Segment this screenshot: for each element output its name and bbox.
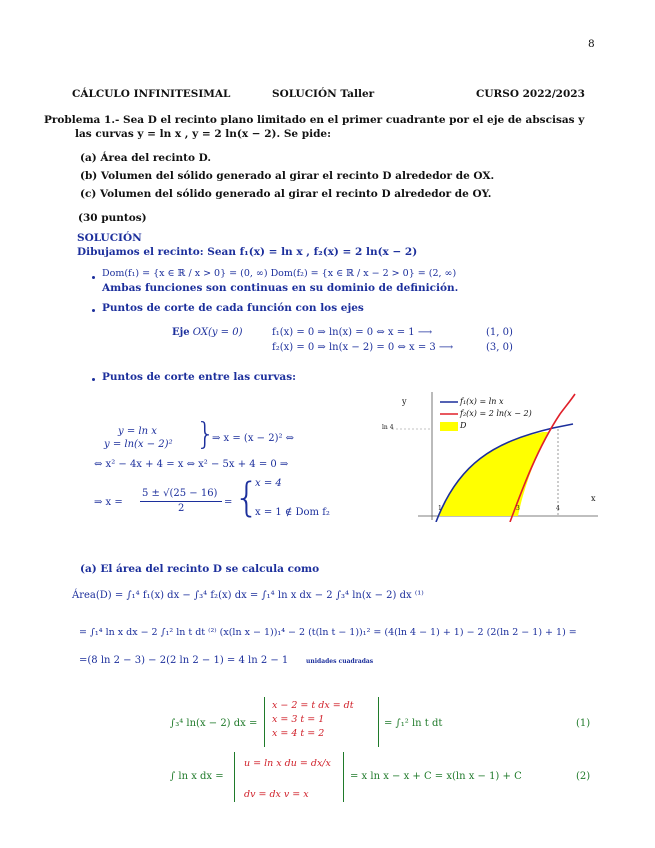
- part-a-title: (a) El área del recinto D se calcula como: [80, 563, 320, 575]
- tick-4: 4: [556, 505, 560, 512]
- solution-intro: Dibujamos el recinto: Sean f₁(x) = ln x , f₂(x) = 2 ln(x − 2): [77, 246, 418, 258]
- area-line-3: =(8 ln 2 − 3) − 2(2 ln 2 − 1) = 4 ln 2 − 1: [79, 655, 289, 666]
- sub1-lhs: ∫₃⁴ ln(x − 2) dx =: [170, 718, 258, 729]
- sub2-row-2: dv = dx v = x: [244, 789, 309, 800]
- system-eq-2: y = ln(x − 2)²: [104, 439, 173, 450]
- fraction-bar: [140, 501, 222, 502]
- cuts-axes-title: Puntos de corte de cada función con los ejes: [102, 302, 364, 314]
- problem-title: Problema 1.-: [44, 114, 120, 126]
- sub1-row-2: x = 3 t = 1: [272, 714, 325, 725]
- problem-item-b: (b) Volumen del sólido generado al girar el recinto D alrededor de OX.: [80, 170, 495, 182]
- problem-item-a: (a) Área del recinto D.: [80, 152, 212, 164]
- system-brace: }: [196, 417, 216, 452]
- area-line-2: = ∫₁⁴ ln x dx − 2 ∫₁² ln t dt ⁽²⁾ (x(ln x − 1))₁⁴ − 2 (t(ln t − 1))₁² = (4(ln 4 − 1) + 1) − 2 (2(ln 2 − 1) + 1) =: [79, 627, 577, 638]
- graph-x-label: x: [591, 494, 596, 503]
- root-1: x = 4: [255, 478, 282, 489]
- header-year: CURSO 2022/2023: [476, 88, 585, 100]
- graph-ln4-label: ln 4: [382, 424, 394, 431]
- system-eq-1: y = ln x: [118, 426, 157, 437]
- solve-brace: {: [234, 475, 260, 521]
- cuts-curves-title: Puntos de corte entre las curvas:: [102, 371, 297, 383]
- solution-heading: SOLUCIÓN: [77, 232, 142, 244]
- axis-ox-label: Eje OX(y = 0): [172, 327, 243, 338]
- solve-numerator: 5 ± √(25 − 16): [142, 488, 218, 499]
- bullet: [92, 276, 95, 279]
- problem-line-2: las curvas y = ln x , y = 2 ln(x − 2). Se pide:: [75, 128, 331, 140]
- legend-f2: f₂(x) = 2 ln(x − 2): [460, 409, 532, 418]
- sub2-row-1: u = ln x du = dx/x: [244, 758, 331, 769]
- domain-line: Dom(f₁) = {x ∈ ℝ / x > 0} = (0, ∞) Dom(f₂) = {x ∈ ℝ / x − 2 > 0} = (2, ∞): [102, 268, 457, 279]
- sub1-row-1: x − 2 = t dx = dt: [272, 700, 354, 711]
- sub2-rhs: = x ln x − x + C = x(ln x − 1) + C: [350, 771, 522, 782]
- region-graph: [378, 392, 623, 522]
- page-number: 8: [588, 38, 595, 50]
- sub2-lhs: ∫ ln x dx =: [170, 771, 224, 782]
- solve-left: ⇒ x =: [94, 497, 123, 508]
- sub1-number: (1): [576, 718, 591, 729]
- sub2-bar-right: [343, 752, 344, 802]
- solve-equals: =: [224, 497, 233, 508]
- sub1-row-3: x = 4 t = 2: [272, 728, 325, 739]
- quadratic-eq: ⇔ x² − 4x + 4 = x ⇔ x² − 5x + 4 = 0 ⇒: [94, 459, 289, 470]
- area-units: unidades cuadradas: [306, 658, 374, 665]
- cut-f1-point: (1, 0): [486, 327, 513, 338]
- solve-denominator: 2: [178, 503, 185, 514]
- sub2-number: (2): [576, 771, 591, 782]
- bullet: [92, 378, 95, 381]
- bullet: [92, 309, 95, 312]
- tick-1: 1: [438, 505, 442, 512]
- sub2-bar-left: [234, 752, 235, 802]
- problem-points: (30 puntos): [78, 212, 147, 224]
- graph-y-label: y: [402, 397, 407, 406]
- sub1-bar-left: [264, 697, 265, 747]
- cut-f2-point: (3, 0): [486, 342, 513, 353]
- tick-3: 3: [516, 505, 520, 512]
- domain-note: Ambas funciones son continuas en su dominio de definición.: [102, 282, 459, 294]
- system-result: ⇒ x = (x − 2)² ⇔: [212, 433, 295, 444]
- legend-region: D: [460, 421, 467, 430]
- problem-line-1: Sea D el recinto plano limitado en el primer cuadrante por el eje de abscisas y: [123, 114, 585, 126]
- header-course: CÁLCULO INFINITESIMAL: [72, 88, 231, 100]
- cut-f2: f₂(x) = 0 ⇒ ln(x − 2) = 0 ⇔ x = 3 ⟶: [272, 342, 454, 353]
- problem-item-c: (c) Volumen del sólido generado al girar el recinto D alrededor de OY.: [80, 188, 492, 200]
- cut-f1: f₁(x) = 0 ⇒ ln(x) = 0 ⇔ x = 1 ⟶: [272, 327, 433, 338]
- legend-f1: f₁(x) = ln x: [460, 397, 504, 406]
- sub1-rhs: = ∫₁² ln t dt: [384, 718, 443, 729]
- area-line-1: Área(D) = ∫₁⁴ f₁(x) dx − ∫₃⁴ f₂(x) dx = ∫₁⁴ ln x dx − 2 ∫₃⁴ ln(x − 2) dx ⁽¹⁾: [72, 590, 424, 601]
- sub1-bar-right: [378, 697, 379, 747]
- root-2: x = 1 ∉ Dom f₂: [255, 507, 330, 518]
- header-title: SOLUCIÓN Taller: [272, 88, 375, 100]
